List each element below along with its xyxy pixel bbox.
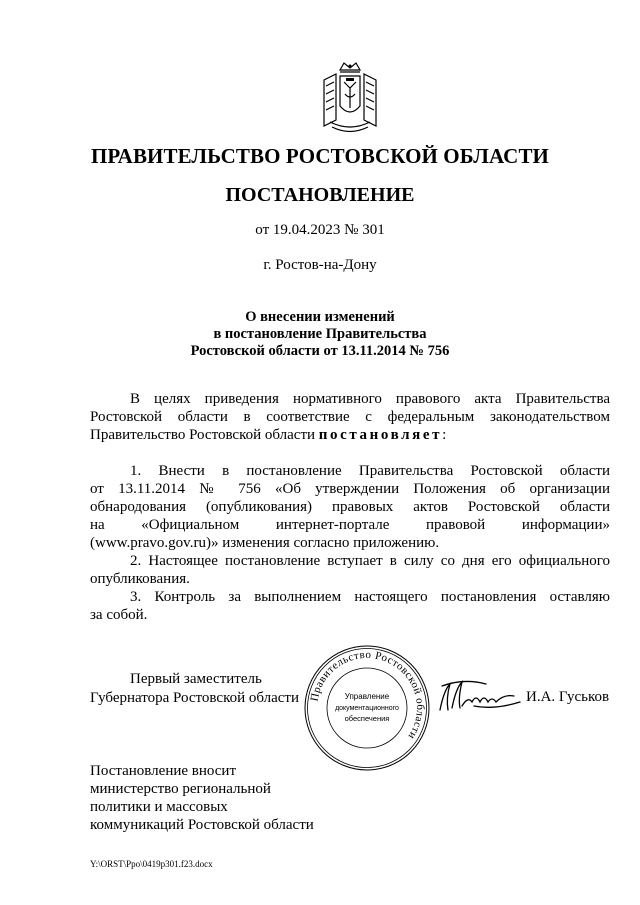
preamble-paragraph [90,390,610,444]
subject-line: Ростовской области от 13.11.2014 № 756 [190,343,450,359]
organization-title: ПРАВИТЕЛЬСТВО РОСТОВСКОЙ ОБЛАСТИ [91,144,549,168]
stamp-outer-text: Правительство Ростовской области [308,648,427,742]
preamble-text: Правительство Ростовской области [90,427,319,443]
position-line: Первый заместитель [130,671,262,687]
item-1-line: обнародования (опубликования) правовых актов Ростовской области [90,499,610,515]
item-3-paragraph [90,588,610,624]
subject-line: О внесении изменений [245,309,395,325]
city: г. Ростов-на-Дону [263,257,377,273]
item-1-line: 1. Внести в постановление Правительства Ростовской области [130,463,610,479]
position-line: Губернатора Ростовской области [90,690,300,706]
item-2-line: 2. Настоящее постановление вступает в силу со дня его официального [130,553,610,569]
official-stamp [302,643,432,773]
introducer-line: коммуникаций Ростовской области [90,817,314,833]
coat-of-arms-icon [310,60,390,134]
preamble-line: Ростовской области в соответствие с федеральным законодательством [90,409,610,425]
item-1-line: на «Официальном интернет-портале правовой информации» [90,517,610,533]
signatory-name: И.А. Гуськов [526,689,610,705]
item-3-line: 3. Контроль за выполнением настоящего постановления оставляю [130,589,610,605]
stamp-inner-line: Управление [344,692,390,701]
file-path: Y:\ORST\Ppo\0419p301.f23.docx [90,859,213,869]
decree-word: постановляет [318,427,443,443]
item-2-line: опубликования. [90,571,190,587]
item-1-paragraph [90,462,610,552]
preamble-line [90,426,610,444]
introducer-line: Постановление вносит [90,763,237,779]
item-1-line: (www.pravo.gov.ru)» изменения согласно приложению. [90,535,440,551]
document-type: ПОСТАНОВЛЕНИЕ [225,184,415,206]
introducer-line: министерство региональной [90,781,271,797]
subject-line: в постановление Правительства [213,326,427,342]
preamble-colon: : [442,427,447,443]
item-3-line: за собой. [90,607,148,623]
handwritten-signature [434,676,524,716]
stamp-inner-line: обеспечения [344,714,390,723]
signatory-position [90,670,299,708]
introducer-block [90,762,314,834]
document-subject [0,309,640,360]
introducer-line: политики и массовых [90,799,228,815]
item-2-paragraph [90,552,610,588]
preamble-line: В целях приведения нормативного правового акта Правительства [130,391,610,407]
date-and-number: от 19.04.2023 № 301 [255,222,385,238]
stamp-inner-line: документационного [335,705,399,712]
item-1-line: от 13.11.2014 № 756 «Об утверждении Положения об организации [90,481,610,497]
